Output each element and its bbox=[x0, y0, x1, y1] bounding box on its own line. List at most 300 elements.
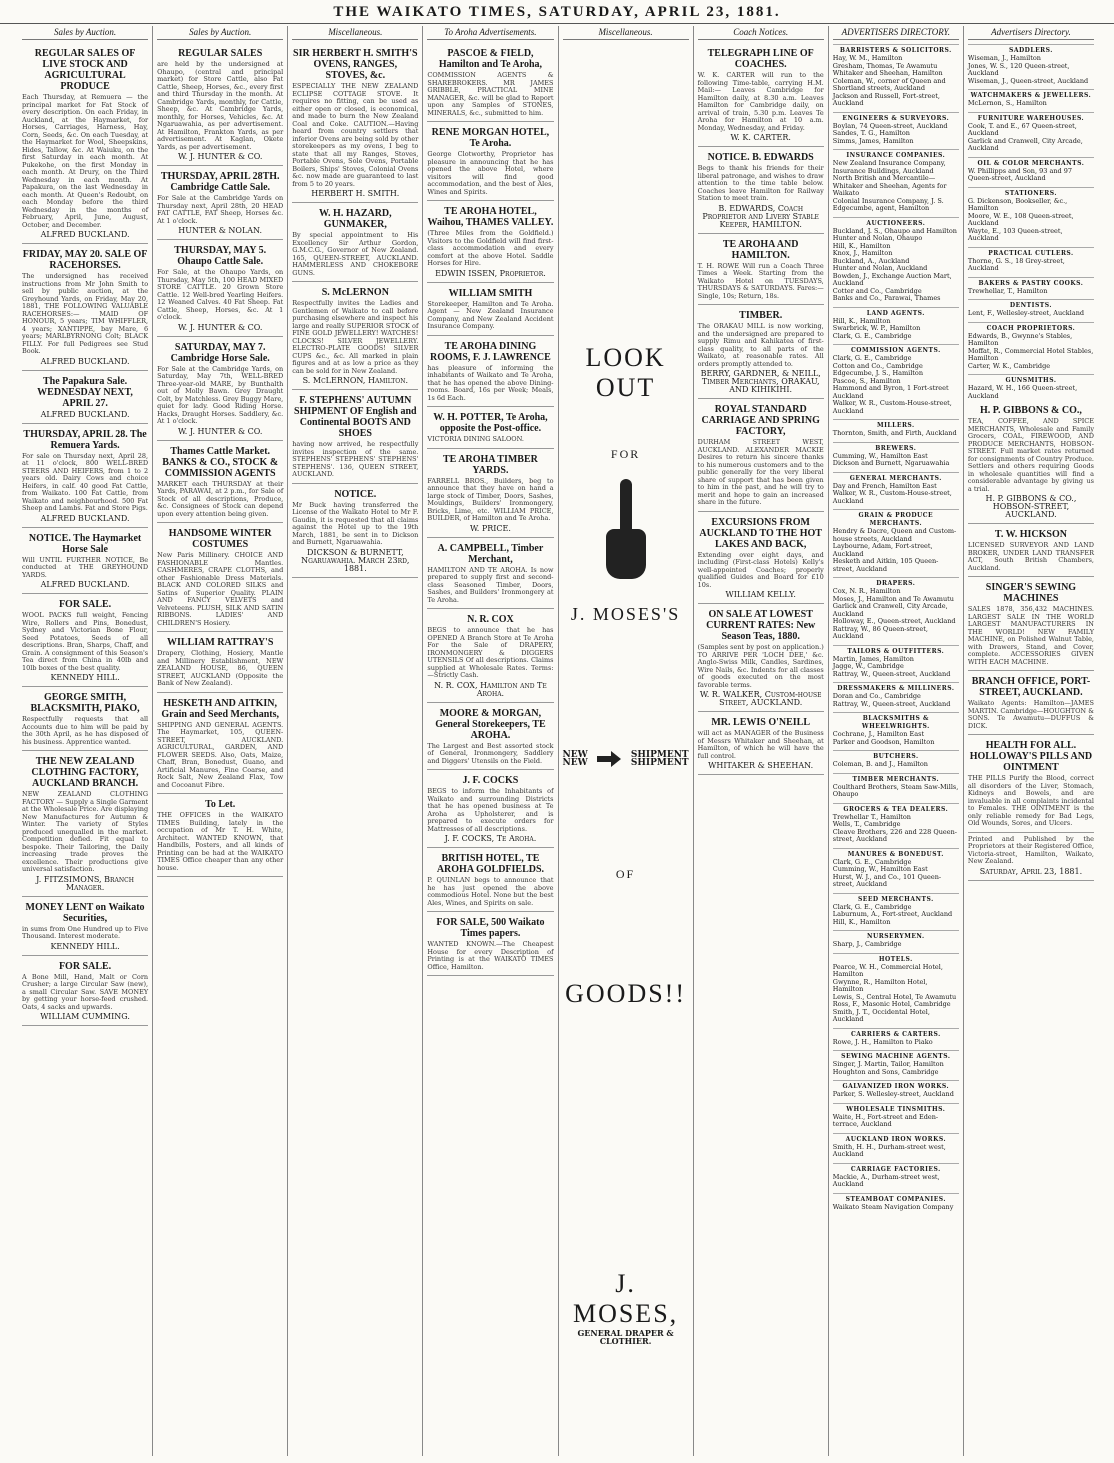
directory-section-title: SEED MERCHANTS. bbox=[833, 893, 959, 904]
directory-section-title: AUCKLAND IRON WORKS. bbox=[833, 1133, 959, 1144]
ad-signature: W. J. HUNTER & CO. bbox=[177, 426, 263, 436]
directory-section-title: GENERAL MERCHANTS. bbox=[833, 472, 959, 483]
ad-body: For Sale at the Cambridge Yards, on Saturday, May 7th, WELL-BRED Three-year-old MARE, by Bunthalth out of Molly Bawn. Grey Draught Colt, by Matchless. Grey Buggy Mare, quiet for lady. Good Riding Horse. Hacks, Draught Horses. Saddlery, &c. At 1 o'clock. bbox=[157, 364, 284, 425]
directory-entry: Ross, F., Masonic Hotel, Cambridge bbox=[832, 1000, 951, 1008]
ad-body: COMMISSION AGENTS & SHAREBROKERS. MR JAMES GRIBBLE, PRACTICAL MINE MANAGER, &c. will be glad to Report upon any Samples of STONES, MINERALS, &c., submitted to him. bbox=[427, 71, 554, 117]
advertisement bbox=[22, 751, 148, 897]
ad-body: BEGS to announce that he has OPENED A Branch Store at Te Aroha For the Sale of DRAPERY, IRONMONGERY & DIGGERS UTENSILS Of all descriptions. Claims supplied at Wholesale Rates. Terms:—Strictly Cash. bbox=[427, 626, 554, 679]
ad-signature: Saturday, April 23, 1881. bbox=[979, 866, 1083, 876]
masthead: THE WAIKATO TIMES, SATURDAY, APRIL 23, 1881. bbox=[0, 0, 1114, 24]
ad-heading: RENE MORGAN HOTEL, Te Aroha. bbox=[431, 127, 550, 149]
directory-entry: Day and French, Hamilton East bbox=[832, 481, 937, 490]
ad-body: VICTORIA DINING SALOON. bbox=[427, 435, 524, 443]
advertisement bbox=[427, 407, 553, 449]
directory-entry: Knox, J., Hamilton bbox=[832, 249, 893, 257]
ad-heading: NOTICE. bbox=[334, 488, 377, 500]
directory-section-title: INSURANCE COMPANIES. bbox=[833, 149, 959, 160]
directory-entry: Doran and Co., Cambridge bbox=[832, 692, 921, 700]
ad-heading: A. CAMPBELL, Timber Merchant, bbox=[437, 542, 544, 565]
directory-entry: Buckland, A., Auckland bbox=[832, 256, 910, 265]
ad-body: Extending over eight days, and including (First-class Hotels) Kelly's well-appointed Coaches; properly qualified Guides and Board for £10 10s. bbox=[697, 550, 824, 589]
ad-heading: W. H. HAZARD, GUNMAKER, bbox=[318, 208, 392, 230]
advertisement bbox=[698, 147, 824, 234]
advertisement bbox=[698, 512, 824, 605]
ad-body: George Clotworthy, Proprietor has pleasure in announcing that he has opened the above Hotel, where visitors will find good accommodation, and the best of Ales, Wines and Spirits. bbox=[427, 150, 554, 196]
ad-heading: NOTICE. B. EDWARDS bbox=[707, 152, 814, 163]
directory-entry: Hurst, W. J., and Co., 101 Queen-street, Auckland bbox=[832, 872, 942, 888]
column-heading: Sales by Auction. bbox=[22, 26, 148, 40]
directory-entry: North British and Mercantile—Whitaker and Sheehan, Agents for Waikato bbox=[832, 174, 947, 197]
advertisement bbox=[292, 203, 418, 282]
directory-entry: Cotton and Co., Cambridge bbox=[832, 361, 923, 370]
ad-signature: HUNTER & NOLAN. bbox=[178, 226, 263, 235]
ad-body: DURHAM STREET WEST, AUCKLAND. ALEXANDER MACKIE Desires to return his sincere thanks to his numerous customers and to the public generally for the very liberal share of support that has been given to him in the past, and he will try to merit and hope to gain an increased share in the future. bbox=[697, 438, 824, 506]
advertisement bbox=[157, 43, 283, 166]
directory-entry: Hill, K., Hamilton bbox=[832, 241, 891, 250]
directory-entry: Rattray, W., Queen-street, Auckland bbox=[832, 669, 951, 678]
advertisement bbox=[157, 632, 283, 693]
directory-entry: Hesketh and Aitkin, 105 Queen-street, Auckland bbox=[832, 557, 939, 573]
ad-heading: SINGER'S SEWING MACHINES bbox=[985, 582, 1077, 604]
directory-section-title: SEWING MACHINE AGENTS. bbox=[833, 1050, 959, 1061]
directory-section-title: BAKERS & PASTRY COOKS. bbox=[968, 277, 1094, 288]
advertisement bbox=[22, 43, 148, 244]
advertisement bbox=[968, 833, 1094, 881]
advertisement bbox=[22, 528, 148, 595]
directory-entry: Trewhellar T., Hamilton bbox=[832, 812, 911, 821]
directory-section-title: STEAMBOAT COMPANIES. bbox=[833, 1193, 959, 1204]
directory-section-title: DENTISTS. bbox=[968, 299, 1094, 310]
directory-entry: Rattray, W., Queen-street, Auckland bbox=[832, 699, 951, 708]
advertisement bbox=[427, 912, 553, 976]
ad-body: Printed and Published by the Proprietors at their Registered Office, Victoria-street, Hamilton, Waikato, New Zealand. bbox=[967, 834, 1094, 865]
directory-entry: Cook, T. and E., 67 Queen-street, Auckland bbox=[967, 121, 1077, 137]
directory-entry: Moffat, R., Commercial Hotel Stables, Hamilton bbox=[967, 346, 1094, 362]
directory-section-title: GRAIN & PRODUCE MERCHANTS. bbox=[833, 509, 959, 528]
directory-entry: Simms, James, Hamilton bbox=[832, 136, 914, 145]
column-heading: Miscellaneous. bbox=[563, 26, 689, 40]
ad-signature: DICKSON & BURNETT, Ngaruawahia. March 23rd, 1881. bbox=[301, 547, 410, 573]
ad-heading: WILLIAM RATTRAY'S bbox=[166, 637, 274, 648]
directory-entry: Hunter and Nolan, Ohaupo bbox=[832, 234, 923, 242]
ad-signature: W. J. HUNTER & CO. bbox=[177, 152, 263, 161]
advertisement bbox=[22, 594, 148, 687]
advertisement bbox=[292, 390, 418, 484]
directory-entry: Cumming, W., Hamilton East bbox=[832, 865, 928, 873]
directory-entry: Laybourne, Adam, Fort-street, Auckland bbox=[832, 542, 933, 558]
ad-signature: ALFRED BUCKLAND. bbox=[40, 356, 130, 366]
directory-entry: Walker, W. R., Custom-House-street, Auckland bbox=[832, 399, 952, 415]
ad-body: P. QUINLAN begs to announce that he has just opened the above commodious Hotel. None but the best Ales, Wines, and Spirits on sale. bbox=[427, 876, 554, 907]
directory-entry: Edgecumbe, J. S., Hamilton bbox=[832, 369, 924, 377]
directory-section-title: SADDLERS. bbox=[968, 44, 1094, 55]
ad-body: Will UNTIL FURTHER NOTICE, Be conducted at THE GREYHOUND YARDS. bbox=[22, 555, 149, 579]
directory-section-title: NURSERYMEN. bbox=[833, 930, 959, 941]
directory-entry: Rattray, W., 86 Queen-street, Auckland bbox=[832, 624, 928, 640]
ad-heading: GEORGE SMITH, BLACKSMITH, PIAKO, bbox=[30, 692, 140, 714]
advertisement bbox=[22, 687, 148, 751]
ad-heading: FOR SALE. bbox=[58, 599, 112, 610]
directory-entry: Sharp, J., Cambridge bbox=[832, 940, 902, 948]
shipment-label-1: SHIPMENT bbox=[630, 750, 689, 760]
ad-heading: REGULAR SALES bbox=[178, 48, 263, 59]
directory-section-title: WHOLESALE TINSMITHS. bbox=[833, 1103, 959, 1114]
directory-entry: Wells, T., Cambridge bbox=[832, 820, 901, 828]
ad-signature: EDWIN ISSEN, Proprietor. bbox=[435, 268, 546, 278]
directory-section-title: COACH PROPRIETORS. bbox=[968, 322, 1094, 333]
for-text: FOR bbox=[610, 447, 641, 461]
ad-signature: ALFRED BUCKLAND. bbox=[40, 513, 130, 523]
ad-signature: KENNEDY HILL. bbox=[50, 673, 120, 682]
directory-entry: Cleave Brothers, 226 and 228 Queen-street, Auckland bbox=[832, 827, 957, 843]
ad-heading: J. F. COCKS bbox=[462, 775, 519, 786]
ad-body: WANTED KNOWN.—The Cheapest House for every Description of Printing is at the WAIKATO TIMES Office, Hamilton. bbox=[427, 940, 554, 971]
directory-section-title: AUCTIONEERS. bbox=[833, 217, 959, 228]
ad-heading: MR. LEWIS O'NEILL bbox=[711, 717, 810, 728]
directory-section-title: BUTCHERS. bbox=[833, 750, 959, 761]
directory-entry: Sandes, T. G., Hamilton bbox=[832, 129, 910, 137]
ad-body: The undersigned has received instructions from Mr John Smith to sell by public auction, at the Greyhound Yards, on Friday, May 20, 1881, THE FOLLOWING VALUABLE RACEHORSES:— MAID OF HONOUR, 5 years; TIM WHIFFLER, 4 years; XANTIPPE, bay Mare, 6 years; MARLBYRNONG Colt; BLACK FILLY. For full Pedigrees see Stud Book. bbox=[22, 272, 149, 355]
directory-entry: Hill, K., Hamilton bbox=[832, 917, 891, 926]
directory-entry: Edwards, B., Gwynne's Stables, Hamilton bbox=[967, 331, 1073, 347]
ad-signature: W. J. HUNTER & CO. bbox=[177, 322, 263, 332]
directory-entry: Trewhellar, T., Hamilton bbox=[967, 286, 1048, 295]
ad-body: Respectfully requests that all Accounts due to him will be paid by the 30th April, as he has disposed of his business. Apprentice wanted. bbox=[22, 715, 149, 746]
directory-entry: New Zealand Insurance Company, Insurance Buildings, Auckland bbox=[832, 159, 946, 175]
advertisement bbox=[427, 703, 553, 771]
ad-body: has pleasure of informing the inhabitants of Waikato and Te Aroha, that he has opened the above Dining-rooms. Board, 16s per Week; Meals, 1s 6d Each. bbox=[427, 363, 554, 402]
directory-entry: Clark, G. E., Cambridge bbox=[832, 902, 912, 911]
directory-entry: Wiseman, J., Hamilton bbox=[967, 54, 1041, 62]
directory-section-title: BLACKSMITHS & WHEELWRIGHTS. bbox=[833, 712, 959, 731]
directory-section-title: PRACTICAL CUTLERS. bbox=[968, 247, 1094, 258]
ad-signature: N. R. COX, Hamilton and Te Aroha. bbox=[434, 680, 547, 698]
look-out-text: LOOK OUT bbox=[585, 343, 666, 402]
ad-body: For sale on Thursday next, April 28, at 11 o'clock, 800 WELL-BRED STEERS AND HEIFERS, from 1 to 2 years old. Dairy Cows and choice Heifers, in calf. 40 good Fat Cattle, from Waikato. 100 Fat Cattle, from Waikato and neighbourhood. 500 Fat Sheep and Lambs. Fat and Store Pigs. bbox=[22, 451, 149, 512]
ad-body: T. H. ROWE Will run a Coach Three Times a Week. Starting from the Waikato Hotel on TUESDAYS, THURSDAYS & SATURDAYS. Fares:—Single, 10s; Return, 18s. bbox=[697, 261, 824, 300]
advertisement bbox=[157, 337, 283, 441]
advertisement bbox=[427, 283, 553, 336]
directory-entry: Banks and Co., Parawai, Thames bbox=[832, 294, 941, 302]
directory-section-title: ENGINEERS & SURVEYORS. bbox=[833, 112, 959, 123]
directory-entry: Wiseman, J., Queen-street, Auckland bbox=[967, 76, 1089, 85]
advertisement bbox=[968, 735, 1094, 833]
moses-footer-sub: GENERAL DRAPER & CLOTHIER. bbox=[577, 1328, 674, 1346]
new-label-2: NEW bbox=[562, 758, 588, 768]
advertisement bbox=[22, 897, 148, 956]
ad-body: W. K. CARTER will run to the following Time-table, carrying H.M. Mail:— Leaves Cambridge for Hamilton daily, at 8.30 a.m. Leaves Hamilton for Cambridge daily, on arrival of train, 5.30 p.m. Leaves Te Aroha for Hamilton at 10 a.m. Monday, Wednesday, and Friday. bbox=[697, 71, 824, 132]
directory-entry: Mackie, A., Durham-street west, Auckland bbox=[832, 1172, 940, 1188]
ad-body: THE PILLS Purify the Blood, correct all disorders of the Liver, Stomach, Kidneys and Bowels, and are invaluable in all complaints incidental to Females. THE OINTMENT is the only reliable remedy for Bad Legs, Old Wounds, Sores, and Ulcers. bbox=[967, 774, 1094, 827]
ad-body: Storekeeper, Hamilton and Te Aroha. Agent — New Zealand Insurance Company, and New Zealand Accident Insurance Company. bbox=[427, 299, 554, 330]
advertisement bbox=[292, 282, 418, 390]
ad-heading: THURSDAY, APRIL 28. The Remuera Yards. bbox=[23, 428, 147, 451]
directory-section-title: TAILORS & OUTFITTERS. bbox=[833, 645, 959, 656]
directory-entry: Clark, G. E., Cambridge bbox=[832, 331, 912, 340]
ad-body: BEGS to inform the Inhabitants of Waikato and surrounding Districts that he has opened business at Te Aroha as Upholsterer, and is prepared to execute orders for Mattresses of all descriptions. bbox=[427, 787, 554, 833]
directory-entry: Thornton, Smith, and Firth, Auckland bbox=[832, 429, 957, 437]
directory-entry: Bowden, J., Exchange Auction Mart, Auckland bbox=[832, 271, 952, 287]
ad-heading: THURSDAY, MAY 5. Ohaupo Cattle Sale. bbox=[174, 245, 267, 267]
ad-heading: SIR HERBERT H. SMITH'S OVENS, RANGES, STOVES, &c. bbox=[293, 48, 418, 81]
ad-body: TEA, COFFEE, AND SPICE MERCHANTS, Wholesale and Family Grocers, COAL, FIREWOOD, AND PRODUCE MERCHANTS, HOBSON-STREET. Full market rates returned for consignments of Country Produce. Settlers and others requiring Goods in wholesale quantities will find a considerable advantage by giving us a trial. bbox=[967, 417, 1094, 493]
ad-heading: MOORE & MORGAN, General Storekeepers, TE AROHA. bbox=[435, 707, 546, 741]
directory-section-title: OIL & COLOR MERCHANTS. bbox=[968, 157, 1094, 168]
ad-body: having now arrived, he respectfully invites inspection of the same. STEPHENS' STEPHENS' STEPHENS' STEPHENS'. 136, QUEEN STREET, AUCKLAND. bbox=[292, 440, 419, 478]
directory-entry: G. Dickenson, Bookseller, &c., Hamilton bbox=[967, 196, 1068, 212]
advertisement bbox=[968, 577, 1094, 671]
ad-heading: T. W. HICKSON bbox=[994, 529, 1067, 540]
directory-entry: Parker and Goodson, Hamilton bbox=[832, 737, 935, 746]
directory-entry: Hazard, W. H., 166 Queen-street, Auckland bbox=[967, 384, 1078, 400]
directory-entry: Jones, W. S., 120 Queen-street, Auckland bbox=[967, 61, 1070, 77]
column-advertisers-directory bbox=[828, 26, 963, 1456]
ad-signature: B. EDWARDS, Coach Proprietor and Livery Stable Keeper, HAMILTON. bbox=[702, 203, 819, 229]
ad-heading: FOR SALE, 500 Waikato Times papers. bbox=[436, 917, 545, 939]
ad-heading: NOTICE. The Haymarket Horse Sale bbox=[28, 532, 142, 555]
ad-heading: PASCOE & FIELD, Hamilton and Te Aroha, bbox=[438, 48, 543, 70]
ad-heading: TE AROHA TIMBER YARDS. bbox=[443, 453, 538, 476]
ad-heading: REGULAR SALES OF LIVE STOCK AND AGRICULTURAL PRODUCE bbox=[34, 48, 136, 92]
ad-body: Mr Buck having transferred the License of the Waikato Hotel to Mr F. Gaudin, it is requested that all claims against the Hotel up to the 19th March, 1881, be sent in to Dickson and Burnett, Ngaruawahia. bbox=[292, 500, 419, 546]
directory-entry: Dickson and Burnett, Ngaruawahia bbox=[832, 459, 950, 467]
ad-body: FARRELL BROS., Builders, beg to announce that they have on hand a large stock of Timber, Doors, Sashes, Mouldings, Builders' Ironmongery, Bricks, Lime, etc. WILLIAM PRICE, BUILDER, of Hamilton and Te Aroha. bbox=[427, 476, 554, 522]
goods-text: GOODS!! bbox=[565, 979, 686, 1008]
directory-entry: Rowe, J. H., Hamilton to Piako bbox=[832, 1037, 933, 1046]
ad-body: New Paris Millinery. CHOICE AND FASHIONABLE Mantles. CASHMERES, CRAPE CLOTHS, and other Fashionable Dress Materials. BLACK AND COLORED SILKS and Satins of Superior Quality. PLAIN AND FANCY VELVETS and Velveteens. PLUSH, SILK AND SATIN RIBBONS. LADIES' AND CHILDREN'S Hosiery. bbox=[157, 551, 284, 627]
ad-heading: FRIDAY, MAY 20. SALE OF RACEHORSES. bbox=[22, 249, 148, 271]
directory-section-title: DRESSMAKERS & MILLINERS. bbox=[833, 682, 959, 693]
ad-heading: N. R. COX bbox=[467, 614, 514, 625]
directory-entry: Holloway, E., Queen-street, Auckland bbox=[832, 617, 956, 625]
ad-heading: ON SALE AT LOWEST CURRENT RATES: New Season Teas, 1880. bbox=[706, 609, 816, 642]
ad-heading: TELEGRAPH LINE OF COACHES. bbox=[707, 48, 814, 70]
directory-entry: W. Phillipps and Son, 93 and 97 Queen-street, Auckland bbox=[967, 166, 1073, 182]
ad-heading: THE NEW ZEALAND CLOTHING FACTORY, AUCKLAND BRANCH. bbox=[31, 756, 139, 789]
ad-body: ESPECIALLY THE NEW ZEALAND ECLIPSE COTTAGE STOVE. It requires no fitting, can be used as either open or closed, is economical, and made to burn the New Zealand Coal and Coke. CAUTION.—Having heard from country settlers that inferior Ovens are being sold by other storekeepers as my ovens, I beg to state that all my Ranges, Stoves, Portable Ovens, Sole Ovens, Portable Boilers, Ships' Stoves, Colonial Ovens &c. now made are guaranteed to last from 5 to 20 years. bbox=[292, 82, 419, 188]
moses-footer-name: J. MOSES, bbox=[572, 1269, 679, 1328]
directory-entry: Wayte, E., 103 Queen-street, Auckland bbox=[967, 226, 1063, 242]
ad-heading: To Let. bbox=[205, 799, 236, 810]
moses-name: J. MOSES'S bbox=[570, 604, 681, 624]
advertisement bbox=[22, 956, 148, 1027]
of-text: OF bbox=[615, 867, 636, 881]
ad-body: will act as MANAGER of the Business of Messrs Whitaker and Sheehan, at Hamilton, of which he will have the full control. bbox=[697, 729, 824, 760]
new-label-1: NEW bbox=[562, 750, 588, 760]
directory-entry: Martin, James, Hamilton bbox=[832, 654, 914, 663]
column-te-aroha-advertisements bbox=[422, 26, 557, 1456]
directory-entry: Houghton and Sons, Cambridge bbox=[832, 1067, 939, 1076]
ad-body: The Largest and Best assorted stock of General, Ironmongery, Saddlery and Diggers' Utensils on the Field. bbox=[427, 741, 554, 765]
directory-entry: Boylan, 74 Queen-street, Auckland bbox=[832, 121, 948, 130]
ad-body: By special appointment to His Excellency Sir Arthur Gordon, G.M.C.G., Governor of New Zealand. 165, QUEEN-STREET, AUCKLAND. HAMMERLESS AND CHOKEBORE GUNS. bbox=[292, 231, 419, 277]
advertisement bbox=[22, 244, 148, 371]
directory-entry: Lewis, S., Central Hotel, Te Awamutu bbox=[832, 992, 957, 1001]
arrow-icon bbox=[597, 749, 621, 769]
pointing-hand-icon bbox=[596, 479, 656, 589]
ad-heading: EXCURSIONS FROM AUCKLAND TO THE HOT LAKES AND BACK, bbox=[699, 516, 822, 550]
directory-entry: Hill, K., Hamilton bbox=[832, 316, 891, 325]
column-heading: Advertisers Directory. bbox=[968, 26, 1094, 40]
advertisement bbox=[157, 794, 283, 877]
directory-entry: Clark, G. E., Cambridge bbox=[832, 354, 912, 362]
advertisement bbox=[157, 693, 283, 795]
column-sales-by-auction-2 bbox=[152, 26, 287, 1456]
directory-section-title: LAND AGENTS. bbox=[833, 307, 959, 318]
directory-section-title: TIMBER MERCHANTS. bbox=[833, 773, 959, 784]
directory-section-title: FURNITURE WAREHOUSES. bbox=[968, 112, 1094, 123]
advertisement bbox=[157, 240, 283, 337]
ad-heading: W. H. POTTER, Te Aroha, opposite the Post-office. bbox=[433, 412, 548, 434]
shipment-label-2: SHIPMENT bbox=[630, 758, 689, 768]
ad-signature: S. McLERNON, Hamilton. bbox=[302, 376, 409, 385]
ad-heading: HANDSOME WINTER COSTUMES bbox=[168, 528, 272, 550]
directory-entry: Buckland, J. S., Ohaupo and Hamilton bbox=[832, 226, 957, 235]
advertisement bbox=[698, 712, 824, 775]
ad-heading: The Papakura Sale. WEDNESDAY NEXT, APRIL 27. bbox=[37, 375, 133, 409]
ad-body: A Bone Mill, Hand, Malt or Corn Crusher; a large Circular Saw (new), a small Circular Saw. SAVE MONEY by getting your horse-feed crushed. Oats, 4 sacks and upwards. bbox=[22, 972, 149, 1011]
ad-body: (Samples sent by post on application.) TO ARRIVE PER 'LOCH DEE,' &c. Anglo-Swiss Milk, Candles, Sardines, Wire Nails, &c. Indents for all classes of goods executed on the most favorable terms. bbox=[697, 643, 824, 689]
directory-entry: Jagge, W., Cambridge bbox=[832, 662, 904, 670]
column-heading: ADVERTISERS DIRECTORY. bbox=[833, 26, 959, 40]
advertisement bbox=[698, 43, 824, 147]
directory-entry: Waite, H., Fort-street and Eden-terrace, Auckland bbox=[832, 1112, 939, 1128]
directory-entry: Hunter and Nolan, Auckland bbox=[832, 264, 928, 272]
ad-signature: HERBERT H. SMITH. bbox=[311, 189, 400, 198]
directory-entry: Laburnum, A., Fort-street, Auckland bbox=[832, 910, 953, 918]
advertisement bbox=[427, 43, 553, 122]
directory-entry: Cox, N. R., Hamilton bbox=[832, 587, 901, 595]
directory-entry: Garlick and Cranwell, City Arcade, Auckland bbox=[967, 136, 1083, 152]
directory-entry: Garlick and Cranwell, City Arcade, Auckland bbox=[832, 602, 948, 618]
directory-section-title: GROCERS & TEA DEALERS. bbox=[833, 803, 959, 814]
advertisement bbox=[698, 234, 824, 306]
directory-entry: Singer, J. Martin, Tailor, Hamilton bbox=[832, 1060, 944, 1068]
ad-body: WOOL PACKS full weight, Fencing Wire, Rollers and Pins, Bonedust, Sydney and Victorian Bone Flour, Seed Potatoes, Seeds of all descriptions. Bran, Sharps, Chaff, and Grain. A consignment of this Season's Tea direct from China in 40lb and 10lb boxes of the best quality. bbox=[22, 611, 149, 672]
directory-entry: Coulthard Brothers, Steam Saw-Mills, Ohaupo bbox=[832, 782, 959, 798]
ad-heading: TE AROHA DINING ROOMS, F. J. LAWRENCE bbox=[430, 340, 551, 363]
ad-signature: WILLIAM KELLY. bbox=[725, 590, 796, 599]
advertisement bbox=[968, 671, 1094, 735]
ad-heading: TE AROHA AND HAMILTON. bbox=[722, 238, 799, 261]
advertisement bbox=[22, 371, 148, 424]
advertisement bbox=[968, 524, 1094, 577]
ad-body: in sums from One Hundred up to Five Thousand. Interest moderate. bbox=[22, 924, 149, 940]
directory-entry: Hendry & Dacre, Queen and Custom-house streets, Auckland bbox=[832, 527, 957, 543]
advertisement bbox=[698, 305, 824, 399]
column-heading: Sales by Auction. bbox=[157, 26, 283, 40]
directory-section-title: CARRIERS & CARTERS. bbox=[833, 1028, 959, 1039]
ad-body: Begs to thank his friends for their liberal patronage, and wishes to draw attention to the time table below. Coaches leave Hamilton for Railway Station to meet train. bbox=[697, 164, 824, 202]
advertisement bbox=[427, 609, 553, 703]
advertisement bbox=[427, 122, 553, 201]
directory-entry: Swarbrick, W. P., Hamilton bbox=[832, 324, 921, 332]
column-heading: To Aroha Advertisements. bbox=[427, 26, 553, 40]
ad-body: For Sale at the Cambridge Yards on Thursday next, April 28th, 20 HEAD FAT CATTLE, FAT Sheep, Horses &c. At 1 o'clock. bbox=[157, 194, 284, 225]
ad-heading: ROYAL STANDARD CARRIAGE AND SPRING FACTORY, bbox=[701, 404, 820, 437]
advertisement bbox=[427, 449, 553, 538]
ad-body: For Sale, at the Ohaupo Yards, on Thursday, May 5th, 100 HEAD MIXED STORE CATTLE. 20 Grown Store Cattle. 12 Well-bred Yearling Heifers. 12 Weaned Calves. 40 Fat Sheep. Fat Cattle, Sheep, Horses, &c. At 1 o'clock. bbox=[157, 268, 284, 321]
directory-section-title: COMMISSION AGENTS. bbox=[833, 344, 959, 355]
ad-heading: TE AROHA HOTEL, Waihou, THAMES VALLEY. bbox=[427, 206, 554, 228]
ad-heading: BRITISH HOTEL, TE AROHA GOLDFIELDS. bbox=[436, 853, 545, 875]
directory-section-title: BARRISTERS & SOLICITORS. bbox=[833, 44, 959, 55]
directory-entry: Smith, J. T., Occidental Hotel, Auckland bbox=[832, 1007, 930, 1023]
advertisement bbox=[427, 848, 553, 912]
ad-heading: H. P. GIBBONS & CO., bbox=[980, 405, 1082, 416]
directory-section-title: WATCHMAKERS & JEWELLERS. bbox=[968, 89, 1094, 100]
column-coach-notices bbox=[693, 26, 828, 1456]
ad-heading: BRANCH OFFICE, PORT-STREET, AUCKLAND. bbox=[971, 676, 1091, 698]
directory-entry: Hammond and Byron, 1 Fort-street Auckland bbox=[832, 384, 949, 400]
directory-entry: Colonial Insurance Company, J. S. Edgecumbe, agent, Hamilton bbox=[832, 196, 944, 212]
directory-entry: Walker, W. R., Custom-House-street, Auckland bbox=[832, 489, 952, 505]
ad-signature: WILLIAM CUMMING. bbox=[40, 1012, 130, 1021]
directory-entry: Whitaker and Sheehan, Hamilton bbox=[832, 69, 943, 77]
directory-entry: McLernon, S., Hamilton bbox=[967, 99, 1047, 107]
advertisement bbox=[292, 484, 418, 578]
directory-section-title: GALVANIZED IRON WORKS. bbox=[833, 1080, 959, 1091]
advertisement bbox=[157, 166, 283, 240]
directory-entry: Clark, G. E., Cambridge bbox=[832, 857, 912, 866]
directory-entry: Cotter and Co., Cambridge bbox=[832, 286, 922, 295]
directory-section-title: MILLERS. bbox=[833, 419, 959, 430]
directory-entry: Parker, S. Wellesley-street, Auckland bbox=[832, 1090, 954, 1098]
ad-signature: WHITAKER & SHEEHAN. bbox=[708, 761, 814, 770]
ad-signature: W. PRICE. bbox=[469, 523, 511, 533]
advertisement bbox=[292, 43, 418, 203]
advertisement bbox=[698, 604, 824, 712]
directory-entry: Pearce, W. H., Commercial Hotel, Hamilton bbox=[832, 962, 943, 978]
ad-body: NEW ZEALAND CLOTHING FACTORY — Supply a Single Garment at the Wholesale Price. Are displaying New Manufactures for Autumn & Winter. The variety of Styles produced unequalled in the market. Competition defied. Fit equal to bespoke. Their Tailoring, the Daily increasing trade proves the excellence. Their productions give universal satisfaction. bbox=[22, 790, 149, 873]
directory-section-title: HOTELS. bbox=[833, 953, 959, 964]
column-heading: Coach Notices. bbox=[698, 26, 824, 40]
column-moses-advert bbox=[558, 26, 693, 1456]
directory-entry: Pascoe, S., Hamilton bbox=[832, 376, 901, 385]
ad-heading: TIMBER. bbox=[739, 310, 783, 321]
directory-entry: Gresham, Thomas, Te Awamutu bbox=[832, 61, 938, 70]
ad-heading: MONEY LENT on Waikato Securities, bbox=[25, 901, 145, 924]
advertisement bbox=[698, 399, 824, 512]
advertisement bbox=[157, 441, 283, 524]
column-heading: Miscellaneous. bbox=[292, 26, 418, 40]
directory-entry: Smith, H. H., Durham-street west, Auckland bbox=[832, 1142, 946, 1158]
ad-signature: BERRY, GARDNER, & NEILL, Timber Merchants, ORAKAU, AND KIHIKIHI. bbox=[700, 369, 821, 394]
ad-signature: W. R. WALKER, Custom-house Street, AUCKLAND. bbox=[699, 690, 822, 707]
directory-entry: Lent, F., Wellesley-street, Auckland bbox=[967, 309, 1085, 317]
ad-body: Each Thursday, at Remuera — the principal market for Fat Stock of every description. On each Friday, in Auckland, at the Haymarket, for Horses, Carriages, Harness, Hay, Corn, Seeds, &c. On each Tuesday, at the Haymarket for Wool, Sheepskins, Hides, Tallow, &c. At Waiuku, on the first Saturday in each month. At Pukekohe, on the first Monday in each month. At Drury, on the Third Wednesday in each month. At Papakura, on the last Wednesday in each month. At Queen's Redoubt, on each Monday before the third Wednesday in the months of February, April, June, August, October, and December. bbox=[22, 93, 149, 229]
ad-body: Waikato Agents: Hamilton—JAMES MARTIN. Cambridge—HOUGHTON & SONS. Te Awamutu—DUFFUS & DICK. bbox=[967, 699, 1094, 730]
advertisement bbox=[427, 770, 553, 848]
ad-signature: W. K. CARTER. bbox=[730, 133, 791, 142]
ad-signature: J. F. COCKS, Te Aroha. bbox=[444, 834, 537, 843]
page-columns bbox=[18, 26, 1098, 1456]
directory-entry: Moses, J., Hamilton and Te Awamutu bbox=[832, 594, 954, 603]
column-advertisers-directory-2 bbox=[963, 26, 1098, 1456]
ad-signature: J. FITZSIMONS, Branch Manager. bbox=[36, 874, 134, 892]
ad-heading: HESKETH AND AITKIN, Grain and Seed Merchants, bbox=[161, 697, 279, 720]
advertisement bbox=[427, 201, 553, 283]
advertisement bbox=[968, 400, 1094, 524]
directory-entry: Waikato Steam Navigation Company bbox=[832, 1202, 954, 1211]
directory-entry: Coleman, B. and J., Hamilton bbox=[832, 760, 928, 768]
ad-heading: Thames Cattle Market. BANKS & CO., STOCK & COMMISSION AGENTS bbox=[162, 445, 279, 479]
ad-signature: ALFRED BUCKLAND. bbox=[40, 409, 130, 419]
ad-heading: WILLIAM SMITH bbox=[448, 287, 533, 299]
column-miscellaneous bbox=[287, 26, 422, 1456]
ad-signature: ALFRED BUCKLAND. bbox=[40, 230, 130, 239]
ad-heading: S. McLERNON bbox=[321, 287, 389, 298]
